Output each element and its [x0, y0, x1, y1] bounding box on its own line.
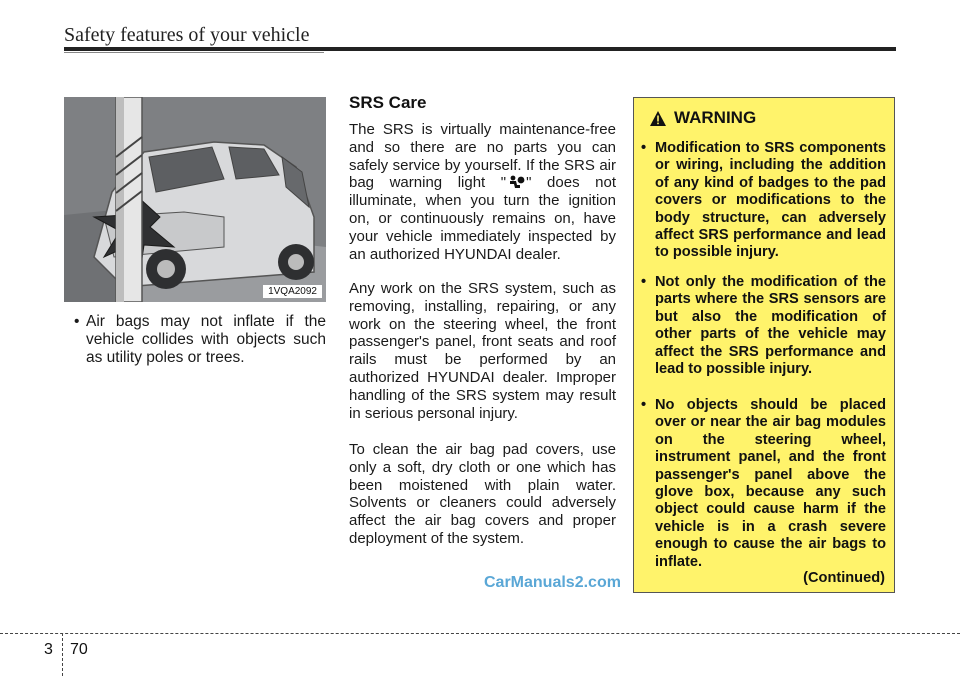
srs-care-heading: SRS Care — [349, 93, 427, 112]
warning-item-text: Not only the modification of the parts where the SRS sensors are but also the modification of other parts of the vehicle may affect the SRS performance and lead to possible injury. — [655, 274, 886, 378]
warning-item — [641, 397, 886, 571]
srs-para1-end: " does not illuminate, when you turn the ignition on, or continuously remains on, have your vehicle immediately inspected by an authorized HYUNDAI dealer. — [349, 174, 616, 263]
warning-item-text: No objects should be placed over or near the air bag modules on the steering wheel, instrument panel, and the front passenger's panel above the glove box, because any such object could cause harm if the vehicle is in a crash severe enough to cause the air bags to inflate. — [655, 397, 886, 570]
header-rule-thin — [64, 52, 324, 53]
srs-care-paragraph-1 — [349, 121, 616, 263]
bullet-dot: • — [74, 313, 80, 330]
left-bullet-text: Air bags may not inflate if the vehicle collides with objects such as utility poles or trees. — [86, 313, 326, 366]
page-header-title: Safety features of your vehicle — [64, 24, 310, 46]
srs-care-paragraph-2: Any work on the SRS system, such as removing, installing, repairing, or any work on the steering wheel, the front passenger's panel, front seats and roof rails must be performed by an authorized HYUNDAI dealer. Improper handling of the SRS system may result in serious personal injury. — [349, 280, 616, 422]
car-collision-illustration — [64, 97, 326, 302]
continued-label: (Continued) — [803, 570, 885, 586]
car-pole-drawing — [64, 97, 326, 302]
srs-para1-start: The SRS is virtually maintenance-free and so there are no parts you can safely service by yourself. If the SRS air bag warning light " — [349, 121, 616, 192]
warning-triangle-icon — [650, 111, 666, 126]
footer-rule — [0, 633, 960, 634]
bullet-dot: • — [641, 397, 647, 413]
left-bullet — [64, 313, 326, 367]
illustration-code: 1VQA2092 — [263, 285, 322, 298]
srs-care-paragraph-3: To clean the air bag pad covers, use only a soft, dry cloth or one which has been moistened with plain water. Solvents or cleaners could adversely affect the air bag covers and proper deployment of the system. — [349, 441, 616, 547]
page-number: 70 — [70, 641, 88, 658]
warning-item — [641, 274, 886, 378]
bullet-dot: • — [641, 274, 647, 290]
warning-heading — [650, 108, 756, 128]
warning-box — [633, 97, 895, 593]
chapter-number: 3 — [44, 641, 53, 658]
warning-title: WARNING — [674, 108, 757, 127]
airbag-warning-icon — [506, 175, 526, 189]
footer-divider — [62, 633, 63, 676]
bullet-dot: • — [641, 140, 647, 156]
warning-item — [641, 140, 886, 262]
watermark-link[interactable]: CarManuals2.com — [484, 574, 621, 591]
header-rule — [64, 47, 896, 51]
warning-item-text: Modification to SRS components or wiring, including the addition of any kind of badges to the pad covers or modifications to the body structure, can adversely affect SRS performance and lead to possible injury. — [655, 140, 886, 261]
